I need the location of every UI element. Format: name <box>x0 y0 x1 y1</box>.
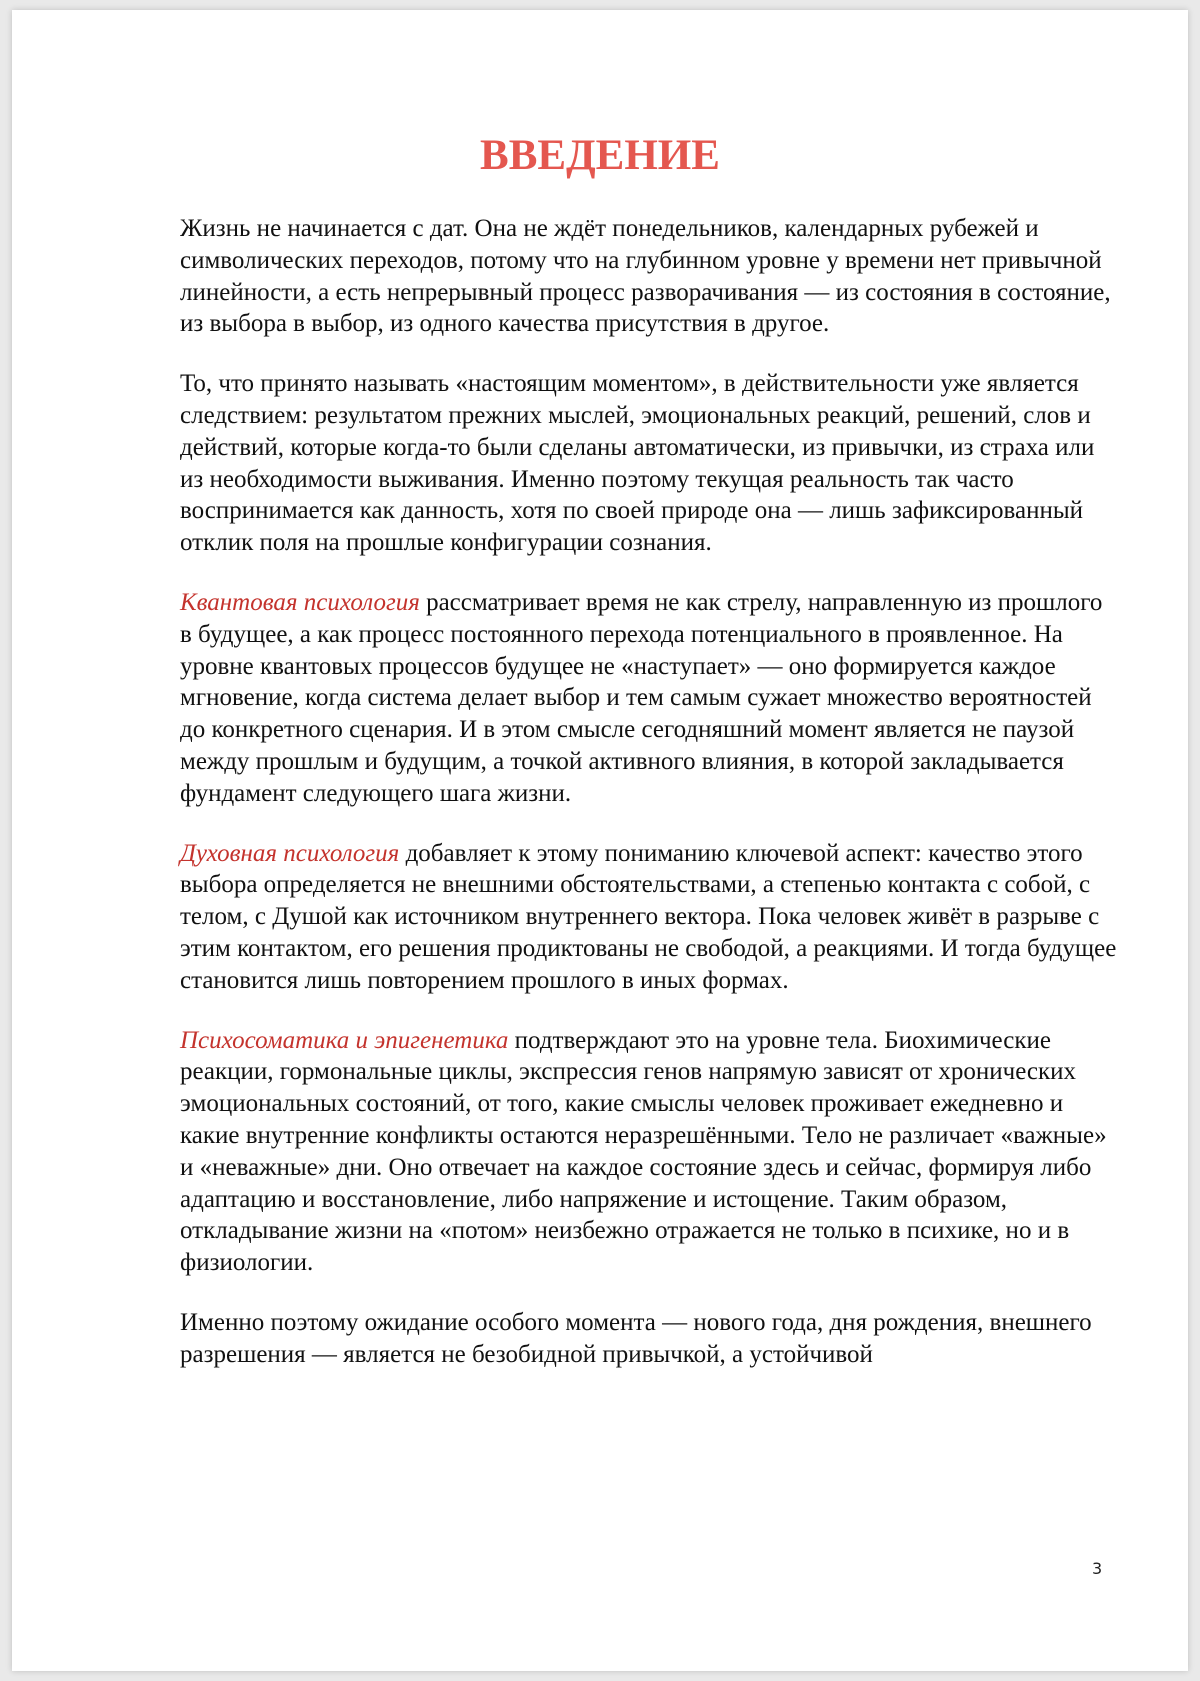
document-page <box>12 10 1188 1671</box>
term-quantum-psychology: Квантовая психология <box>180 588 420 616</box>
paragraph-2 <box>180 368 1120 559</box>
paragraph-3 <box>180 587 1120 810</box>
paragraph-text: подтверждают это на уровне тела. Биохимические реакции, гормональные циклы, экспрессия генов напрямую зависят от хронических эмоциональных состояний, от того, какие смыслы человек проживает ежедневно и какие внутренние конфликты остаются неразрешёнными. Тело не различает «важные» и «неважные» дни. Оно отвечает на каждое состояние здесь и сейчас, формируя либо адаптацию и восстановление, либо напряжение и истощение. Таким образом, откладывание жизни на «потом» неизбежно отражается не только в психике, но и в физиологии. <box>180 1026 1107 1277</box>
paragraph-text: Именно поэтому ожидание особого момента — нового года, дня рождения, внешнего разрешения — является не безобидной привычкой, а устойчивой <box>180 1308 1092 1368</box>
body-text <box>180 213 1120 1399</box>
paragraph-5 <box>180 1025 1120 1279</box>
term-spiritual-psychology: Духовная психология <box>180 839 400 867</box>
term-psychosomatics-epigenetics: Психосоматика и эпигенетика <box>180 1026 509 1054</box>
page-title: ВВЕДЕНИЕ <box>480 132 720 179</box>
paragraph-6 <box>180 1307 1120 1371</box>
paragraph-text: рассматривает время не как стрелу, направленную из прошлого в будущее, а как процесс постоянного перехода потенциального в проявленное. На уровне квантовых процессов будущее не «наступает» — оно формируется каждое мгновение, когда система делает выбор и тем самым сужает множество вероятностей до конкретного сценария. И в этом смысле сегодняшний момент является не паузой между прошлым и будущим, а точкой активного влияния, в которой закладывается фундамент следующего шага жизни. <box>180 588 1103 807</box>
paragraph-4 <box>180 838 1120 997</box>
paragraph-1 <box>180 213 1120 340</box>
paragraph-text: То, что принято называть «настоящим моментом», в действительности уже является следствием: результатом прежних мыслей, эмоциональных реакций, решений, слов и действий, которые когда-то были сделаны автоматически, из привычки, из страха или из необходимости выживания. Именно поэтому текущая реальность так часто воспринимается как данность, хотя по своей природе она — лишь зафиксированный отклик поля на прошлые конфигурации сознания. <box>180 370 1095 557</box>
page-number: 3 <box>1092 1559 1103 1578</box>
paragraph-text: добавляет к этому пониманию ключевой аспект: качество этого выбора определяется не внешними обстоятельствами, а степенью контакта с собой, с телом, с Душой как источником внутреннего вектора. Пока человек живёт в разрыве с этим контактом, его решения продиктованы не свободой, а реакциями. И тогда будущее становится лишь повторением прошлого в иных формах. <box>180 839 1117 994</box>
paragraph-text: Жизнь не начинается с дат. Она не ждёт понедельников, календарных рубежей и символических переходов, потому что на глубинном уровне у времени нет привычной линейности, а есть непрерывный процесс разворачивания — из состояния в состояние, из выбора в выбор, из одного качества присутствия в другое. <box>180 215 1111 338</box>
